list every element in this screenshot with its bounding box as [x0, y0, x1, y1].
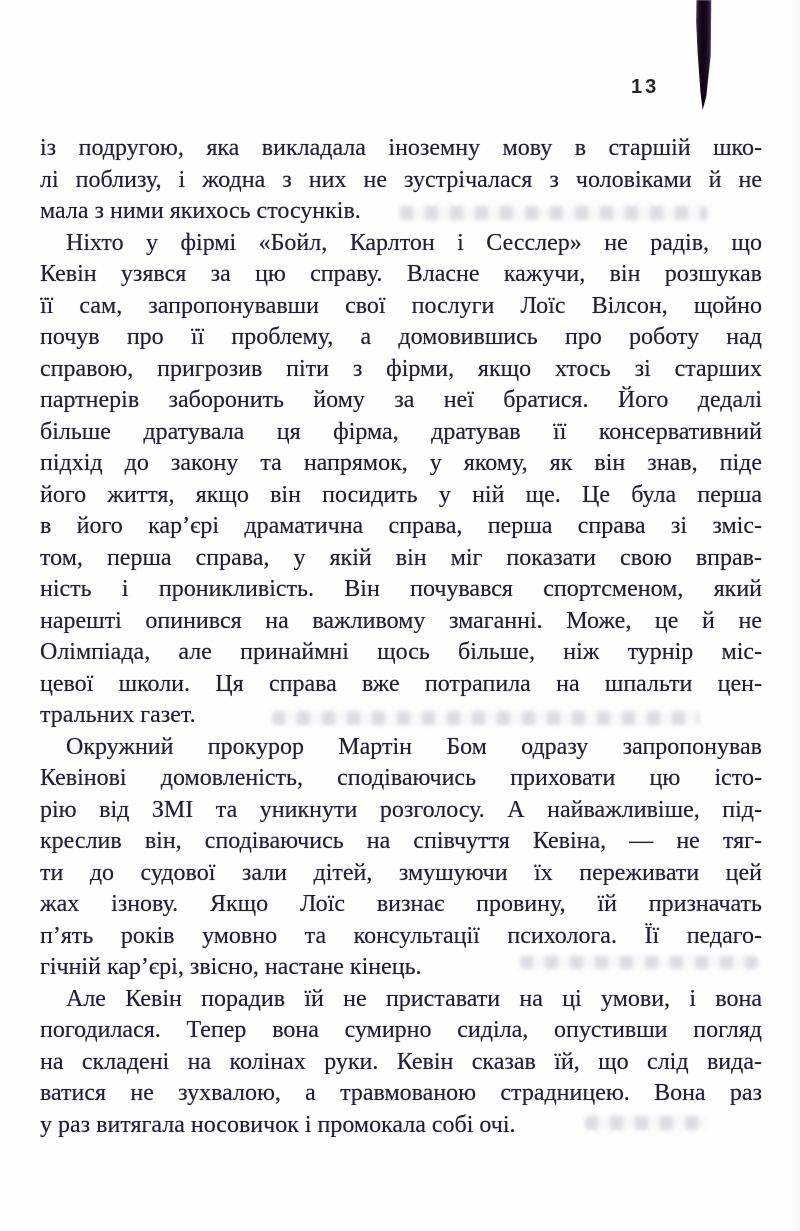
text-line: тральних газет. — [40, 702, 196, 728]
text-line: партнерів заборонить йому за неї братися. Його дедалі — [40, 387, 762, 413]
text-line: Ніхто у фірмі «Бойл, Карлтон і Сесслер» не радів, що — [66, 229, 762, 256]
paragraph — [40, 133, 762, 228]
text-line: Кевінові домовленість, сподіваючись приховати цю істо- — [40, 765, 762, 791]
text-line: погодилася. Тепер вона сумирно сиділа, опустивши погляд — [40, 1017, 762, 1043]
text-line: рію від ЗМІ та уникнути розголосу. А найважливіше, під- — [40, 796, 762, 823]
text-line: почув про її проблему, а домовившись про роботу над — [40, 324, 762, 350]
text-line: цевої школи. Ця справа вже потрапила на шпальти цен- — [40, 670, 762, 697]
text-line: лі поблизу, і жодна з них не зустрічалася з чоловіками й не — [40, 166, 762, 193]
text-line: справою, пригрозив піти з фірми, якщо хтось зі старших — [40, 355, 762, 382]
text-line: на складені на колінах руки. Кевін сказав їй, що слід вида- — [40, 1048, 762, 1075]
text-line: ватися не зухвалою, а травмованою страдницею. Вона раз — [40, 1080, 762, 1106]
text-line: Окружний прокурор Мартін Бом одразу запропонував — [66, 733, 762, 760]
text-line: ти до судової зали дітей, змушуючи їх переживати цей — [40, 859, 762, 886]
text-line: мала з ними якихось стосунків. — [40, 198, 361, 224]
text-line: Кевін узявся за цю справу. Власне кажучи, він розшукав — [40, 261, 762, 287]
paragraph — [40, 228, 762, 732]
text-line: п’ять років умовно та консультації психолога. Її педаго- — [40, 922, 762, 949]
text-line: його життя, якщо він посидить у ній ще. Це була перша — [40, 481, 762, 508]
text-line: ність і проникливість. Він почувався спортсменом, який — [40, 576, 762, 602]
text-line: гічній кар’єрі, звісно, настане кінець. — [40, 954, 422, 980]
text-line: том, перша справа, у якій він міг показати свою вправ- — [40, 544, 762, 571]
text-line: із подругою, яка викладала іноземну мову в старшій шко- — [40, 135, 762, 161]
text-line: нарешті опинився на важливому змаганні. Може, це й не — [40, 607, 762, 634]
text-line: підхід до закону та напрямок, у якому, як він знав, піде — [40, 450, 762, 476]
text-line: у раз витягала носовичок і промокала собі очі. — [40, 1111, 516, 1138]
paragraph — [40, 732, 762, 984]
page-number: 13 — [631, 76, 660, 98]
text-line: креслив він, сподіваючись на співчуття Кевіна, — не тяг- — [40, 828, 762, 854]
text-line: Олімпіада, але принаймні щось більше, ніж турнір міс- — [40, 639, 762, 665]
text-line: її сам, запропонувавши свої послуги Лоїс Вілсон, щойно — [40, 292, 762, 319]
text-block — [40, 133, 762, 1141]
text-line: жах ізнову. Якщо Лоїс визнає провину, їй призначать — [40, 891, 762, 917]
paragraph — [40, 984, 762, 1142]
text-line: в його кар’єрі драматична справа, перша справа зі зміс- — [40, 513, 762, 539]
text-line: Але Кевін порадив їй не приставати на ці умови, і вона — [66, 985, 762, 1012]
text-line: більше дратувала ця фірма, дратував її консервативний — [40, 418, 762, 445]
ink-streak-artifact — [694, 0, 712, 110]
